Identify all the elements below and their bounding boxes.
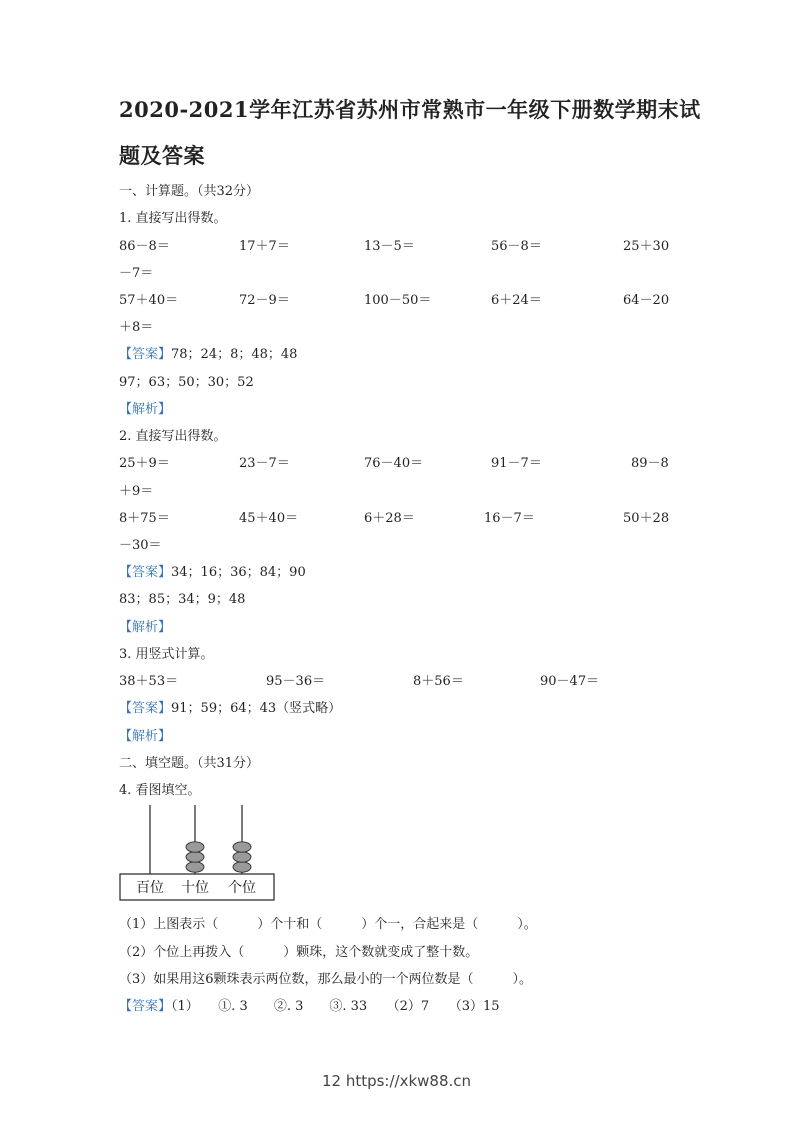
bead-ones [233, 862, 251, 872]
q2-label: 2. 直接写出得数。 [119, 429, 227, 444]
page-footer: 12 https://xkw88.cn [321, 1072, 472, 1090]
q2-r2-item: 50＋28 [623, 511, 670, 526]
q2-r2-item: 16－7＝ [484, 511, 535, 526]
doc-title-line1: 2020-2021学年江苏省苏州市常熟市一年级下册数学期末试 [119, 97, 701, 122]
q1-r2-item: 57＋40＝ [119, 293, 179, 308]
doc-title-line2: 题及答案 [119, 143, 205, 168]
q1-r1-item: 56－8＝ [491, 239, 542, 254]
answer-tag: 【答案】 [119, 999, 172, 1014]
q1-r1-item: 25＋30 [623, 239, 670, 254]
section-1-heading: 一、计算题。（共32分） [119, 184, 260, 199]
bead-tens [186, 842, 204, 852]
q2-answer [119, 561, 306, 580]
q4-sub2: （2）个位上再拨入（ ）颗珠，这个数就变成了整十数。 [119, 945, 479, 960]
bead-tens [186, 862, 204, 872]
q1-r2-item: 6＋24＝ [491, 293, 542, 308]
section-2-heading: 二、填空题。（共31分） [119, 756, 260, 771]
q3-item: 38＋53＝ [119, 674, 179, 689]
q2-r2-item: 6＋28＝ [364, 511, 415, 526]
q4-sub1: （1）上图表示（ ）个十和（ ）个一，合起来是（ ）。 [119, 917, 537, 932]
bead-ones [233, 842, 251, 852]
answer-tag: 【答案】 [119, 565, 172, 580]
q1-r2-item: 100－50＝ [364, 293, 432, 308]
q1-r1-item: 17＋7＝ [239, 239, 290, 254]
q2-r1-item: 89－8 [631, 456, 669, 471]
q1-analysis-tag: 【解析】 [119, 402, 172, 417]
q3-label: 3. 用竖式计算。 [119, 647, 214, 662]
q4-sub3: （3）如果用这6颗珠表示两位数，那么最小的一个两位数是（ ）。 [119, 972, 533, 987]
q2-r1-item: 91－7＝ [491, 456, 542, 471]
bead-group [186, 842, 251, 872]
q4-answer [119, 995, 500, 1014]
q2-r1-item: 76－40＝ [364, 456, 424, 471]
q4-answer-text: （1） ①. 3 ②. 3 ③. 33 （2）7 （3）15 [171, 999, 500, 1014]
q2-r2-item: 8＋75＝ [119, 511, 170, 526]
q3-analysis-tag: 【解析】 [119, 729, 172, 744]
abacus-figure [119, 800, 279, 905]
q1-r2-item: 64－20 [623, 293, 670, 308]
q2-answer-text: 34；16；36；84；90 [171, 565, 306, 580]
q2-analysis-tag: 【解析】 [119, 620, 172, 635]
q2-r1-item: 25＋9＝ [119, 456, 170, 471]
q1-answer-line2: 97；63；50；30；52 [119, 375, 254, 390]
q1-row1-continued: －7＝ [119, 266, 154, 281]
bead-tens [186, 852, 204, 862]
answer-tag: 【答案】 [119, 347, 172, 362]
q4-label: 4. 看图填空。 [119, 783, 201, 798]
q1-r2-item: 72－9＝ [239, 293, 290, 308]
q3-answer [119, 697, 341, 716]
q1-label: 1. 直接写出得数。 [119, 211, 227, 226]
q1-r1-item: 86－8＝ [119, 239, 170, 254]
q3-answer-text: 91；59；64；43（竖式略） [171, 701, 342, 716]
abacus-svg [119, 800, 279, 905]
q1-r1-item: 13－5＝ [364, 239, 415, 254]
q2-r2-item: 45＋40＝ [239, 511, 299, 526]
q2-row2-continued: －30＝ [119, 538, 162, 553]
q1-answer [119, 343, 297, 362]
label-hundreds: 百位 [136, 880, 164, 896]
q2-r1-item: 23－7＝ [239, 456, 290, 471]
q1-answer-text: 78；24；8；48；48 [171, 347, 298, 362]
answer-tag: 【答案】 [119, 701, 172, 716]
bead-ones [233, 852, 251, 862]
q2-row1-continued: ＋9＝ [119, 484, 154, 499]
label-ones: 个位 [228, 880, 256, 896]
q1-row2-continued: ＋8＝ [119, 320, 154, 335]
q3-item: 90－47＝ [540, 674, 600, 689]
q3-item: 8＋56＝ [413, 674, 464, 689]
q3-item: 95－36＝ [266, 674, 326, 689]
q2-answer-line2: 83；85；34；9；48 [119, 592, 246, 607]
label-tens: 十位 [181, 880, 209, 896]
